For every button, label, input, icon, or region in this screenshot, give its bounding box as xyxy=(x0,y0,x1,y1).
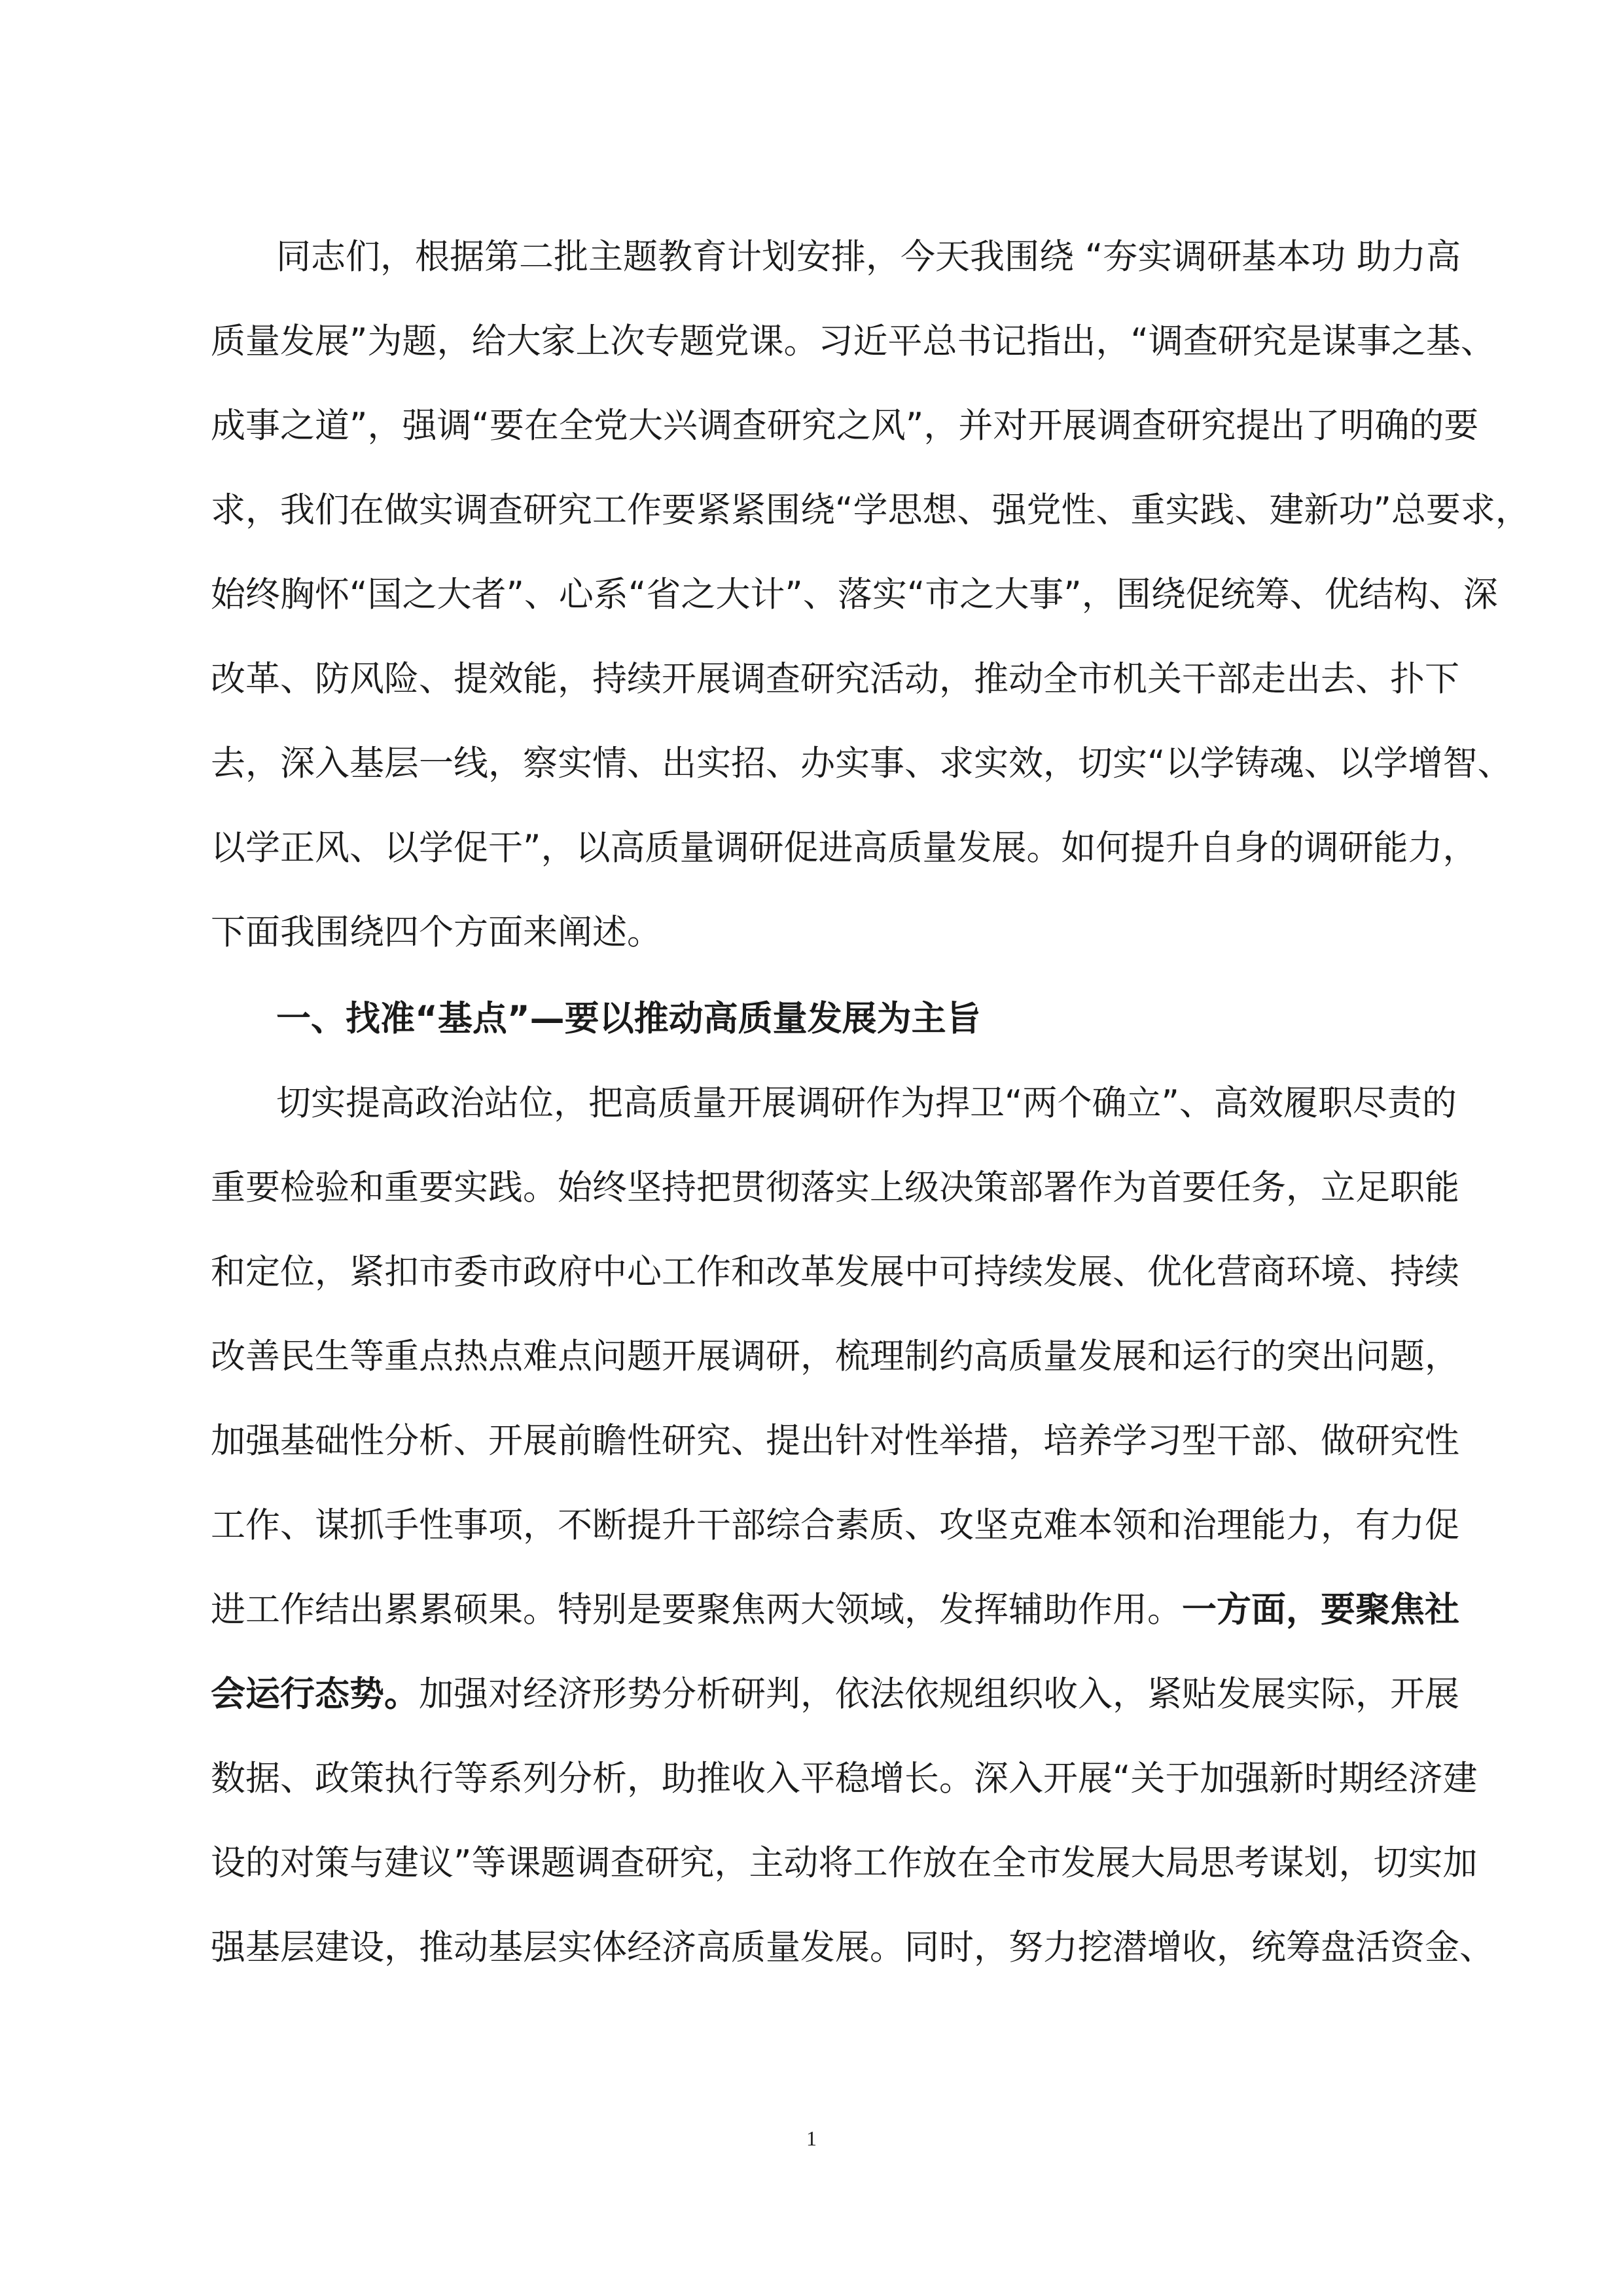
text-line xyxy=(211,1918,1494,1977)
text-segment: 切实提高政治站位，把高质量开展调研作为捍卫“两个确立”、高效履职尽责的 xyxy=(276,1083,1457,1123)
text-line xyxy=(211,819,1477,878)
text-line xyxy=(211,1327,1459,1386)
text-line xyxy=(211,903,662,962)
text-segment: 质量发展”为题，给大家上次专题党课。习近平总书记指出，“调查研究是谋事之基、 xyxy=(211,321,1495,361)
text-segment: 强基层建设，推动基层实体经济高质量发展。同时，努力挖潜增收，统筹盘活资金、 xyxy=(211,1928,1494,1967)
bold-phrase: 会运行态势。 xyxy=(211,1674,419,1714)
text-line xyxy=(211,1496,1459,1555)
text-segment: 数据、政策执行等系列分析，助推收入平稳增长。深入开展“关于加强新时期经济建 xyxy=(211,1759,1478,1799)
text-line xyxy=(211,1665,1459,1724)
text-segment: 下面我围绕四个方面来阐述。 xyxy=(211,912,662,952)
text-segment: 去，深入基层一线，察实情、出实招、办实事、求实效，切实“以学铸魂、以学增智、 xyxy=(211,744,1512,783)
text-segment: 成事之道”，强调“要在全党大兴调查研究之风”，并对开展调查研究提出了明确的要 xyxy=(211,406,1479,446)
page-number: 1 xyxy=(806,2126,817,2150)
text-segment: 加强基础性分析、开展前瞻性研究、提出针对性举措，培养学习型干部、做研究性 xyxy=(211,1421,1459,1461)
text-segment: 设的对策与建议”等课题调查研究，主动将工作放在全市发展大局思考谋划，切实加 xyxy=(211,1843,1478,1883)
text-line xyxy=(276,228,1461,287)
text-segment: 改善民生等重点热点难点问题开展调研，梳理制约高质量发展和运行的突出问题， xyxy=(211,1336,1459,1376)
text-line xyxy=(211,1581,1459,1640)
heading-text: 一、找准“基点”—要以推动高质量发展为主旨 xyxy=(276,999,981,1039)
text-line xyxy=(211,1412,1459,1471)
text-line xyxy=(211,481,1530,540)
text-line xyxy=(211,397,1478,456)
text-line xyxy=(211,1749,1477,1808)
text-segment: 改革、防风险、提效能，持续开展调查研究活动，推动全市机关干部走出去、扑下 xyxy=(211,659,1459,699)
text-segment: 始终胸怀“国之大者”、心系“省之大计”、落实“市之大事”，围绕促统筹、优结构、深 xyxy=(211,575,1498,615)
text-line xyxy=(211,1243,1459,1302)
text-segment: 工作、谋抓手性事项，不断提升干部综合素质、攻坚克难本领和治理能力，有力促 xyxy=(211,1505,1459,1545)
text-segment: 求，我们在做实调查研究工作要紧紧围绕“学思想、强党性、重实践、建新功”总要求， xyxy=(211,490,1530,530)
text-segment: 同志们，根据第二批主题教育计划安排，今天我围绕 “夯实调研基本功 助力高 xyxy=(276,237,1461,277)
text-segment: 加强对经济形势分析研判，依法依规组织收入，紧贴发展实际，开展 xyxy=(419,1674,1459,1714)
text-segment: 以学正风、以学促干”，以高质量调研促进高质量发展。如何提升自身的调研能力， xyxy=(211,828,1478,868)
text-line xyxy=(211,312,1495,371)
text-line xyxy=(211,734,1512,793)
text-segment: 进工作结出累累硕果。特别是要聚焦两大领域，发挥辅助作用。 xyxy=(211,1590,1182,1630)
text-line xyxy=(211,565,1498,624)
bold-phrase: 一方面，要聚焦社 xyxy=(1182,1590,1459,1630)
heading-line xyxy=(276,990,981,1049)
text-line xyxy=(211,1158,1459,1217)
text-line xyxy=(211,650,1459,709)
text-line xyxy=(211,1834,1477,1893)
text-segment: 重要检验和重要实践。始终坚持把贯彻落实上级决策部署作为首要任务，立足职能 xyxy=(211,1168,1459,1208)
text-line xyxy=(276,1074,1457,1133)
text-segment: 和定位，紧扣市委市政府中心工作和改革发展中可持续发展、优化营商环境、持续 xyxy=(211,1252,1459,1292)
